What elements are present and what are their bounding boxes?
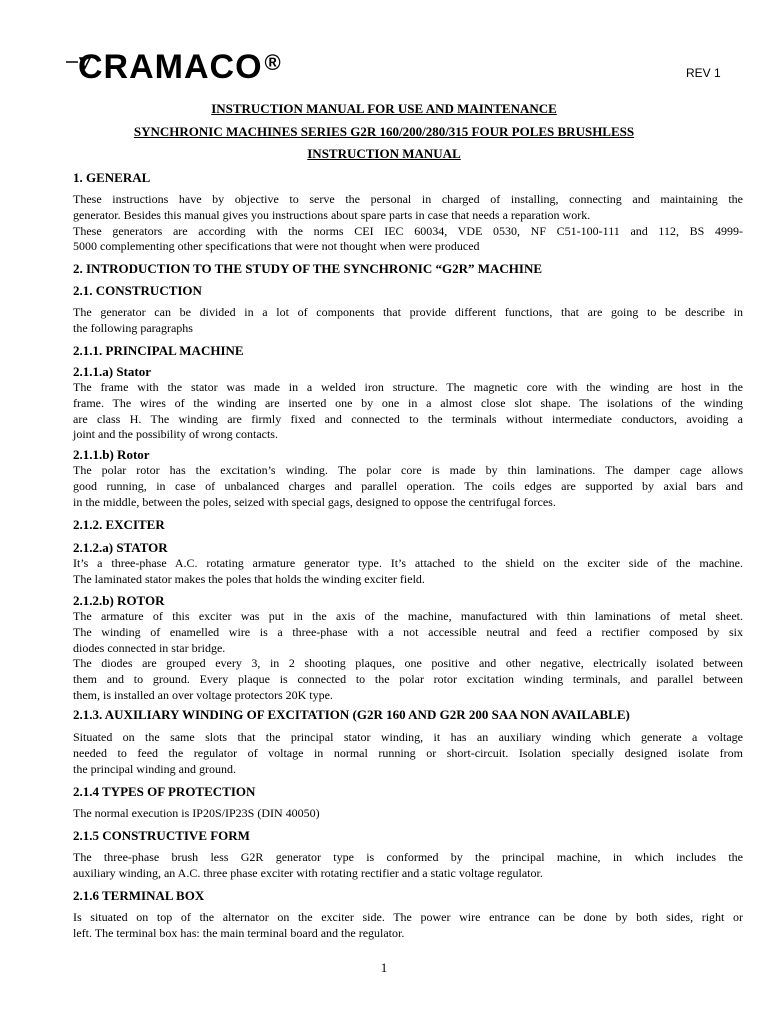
section-heading-rotor: 2.1.1.b) Rotor xyxy=(73,447,150,462)
section-heading-constructive-form: 2.1.5 CONSTRUCTIVE FORM xyxy=(73,828,250,843)
section-heading-principal-machine: 2.1.1. PRINCIPAL MACHINE xyxy=(73,343,244,358)
paragraph-rotor: The polar rotor has the excitation’s winding. The polar core is made by thin laminations. The damper cage allows good running, in case of unbalanced charges and parallel operation. The coils edges are supported by axial bars and in the middle, between the poles, seized with special gags, designed to oppose the centrifugal forces. xyxy=(73,463,743,509)
section-heading-protection: 2.1.4 TYPES OF PROTECTION xyxy=(73,784,256,799)
title-line-3: INSTRUCTION MANUAL xyxy=(307,146,461,161)
registered-mark: ® xyxy=(264,50,282,75)
title-line-2: SYNCHRONIC MACHINES SERIES G2R 160/200/280/315 FOUR POLES BRUSHLESS xyxy=(133,124,635,139)
paragraph-auxiliary-winding: Situated on the same slots that the principal stator winding, it has an auxiliary winding which generate a voltage needed to feed the regulator of voltage in normal running or short-circuit. Isolation specially designed isolate from the principal winding and ground. xyxy=(73,730,743,776)
logo-text: CRAMACO® xyxy=(78,48,282,86)
revision-label: REV 1 xyxy=(686,66,721,80)
paragraph-stator: The frame with the stator was made in a welded iron structure. The magnetic core with the winding are host in the frame. The wires of the winding are inserted one by one in a almost close slot shape. The isolations of the winding are class H. The winding are firmly fixed and connected to the terminals without intermediate conductors, avoiding a joint and the possibility of wrong contacts. xyxy=(73,380,743,442)
section-heading-construction: 2.1. CONSTRUCTION xyxy=(73,283,202,298)
section-heading-exciter: 2.1.2. EXCITER xyxy=(73,517,165,532)
section-heading-exciter-rotor: 2.1.2.b) ROTOR xyxy=(73,593,165,608)
title-line-1: INSTRUCTION MANUAL FOR USE AND MAINTENANCE xyxy=(211,101,557,116)
paragraph-protection: The normal execution is IP20S/IP23S (DIN 40050) xyxy=(73,806,320,820)
paragraph-constructive-form: The three-phase brush less G2R generator type is conformed by the principal machine, in which includes the auxiliary winding, an A.C. three phase exciter with rotating rectifier and a static voltage regulator. xyxy=(73,850,743,880)
section-heading-auxiliary-winding: 2.1.3. AUXILIARY WINDING OF EXCITATION (G2R 160 AND G2R 200 SAA NON AVAILABLE) xyxy=(73,707,630,722)
page-number: 1 xyxy=(380,960,388,975)
paragraph-terminal-box: Is situated on top of the alternator on the exciter side. The power wire entrance can be done by both sides, right or left. The terminal box has: the main terminal board and the regulator. xyxy=(73,910,743,940)
section-heading-introduction: 2. INTRODUCTION TO THE STUDY OF THE SYNCHRONIC “G2R” MACHINE xyxy=(73,261,543,276)
section-heading-stator: 2.1.1.a) Stator xyxy=(73,364,151,379)
section-heading-exciter-stator: 2.1.2.a) STATOR xyxy=(73,540,168,555)
section-heading-terminal-box: 2.1.6 TERMINAL BOX xyxy=(73,888,205,903)
paragraph-general: These instructions have by objective to serve the personal in charged of installing, connecting and maintaining the generator. Besides this manual gives you instructions about spare parts in case that needs a reparation work. These generators are according with the norms CEI IEC 60034, VDE 0530, NF C51-100-111 and 112, BS 4999- 5000 complementing other specifications that were not thought when were produced xyxy=(73,192,743,254)
paragraph-construction: The generator can be divided in a lot of components that provide different functions, that are going to be describe in the following paragraphs xyxy=(73,305,743,335)
paragraph-exciter-rotor: The armature of this exciter was put in the axis of the machine, manufactured with thin laminations of metal sheet. The winding of enamelled wire is a three-phase with a not accessible neutral and feed a rectifier composed by six diodes connected in star bridge. The diodes are grouped every 3, in 2 shooting plaques, one positive and other negative, electrically isolated between them and to ground. Every plaque is connected to the polar rotor excitation winding terminals, and parallel between them, is installed an over voltage protectors 20K type. xyxy=(73,609,743,702)
paragraph-exciter-stator: It’s a three-phase A.C. rotating armature generator type. It’s attached to the shield on the exciter side of the machine. The laminated stator makes the poles that holds the winding exciter field. xyxy=(73,556,743,586)
section-heading-general: 1. GENERAL xyxy=(73,170,151,185)
